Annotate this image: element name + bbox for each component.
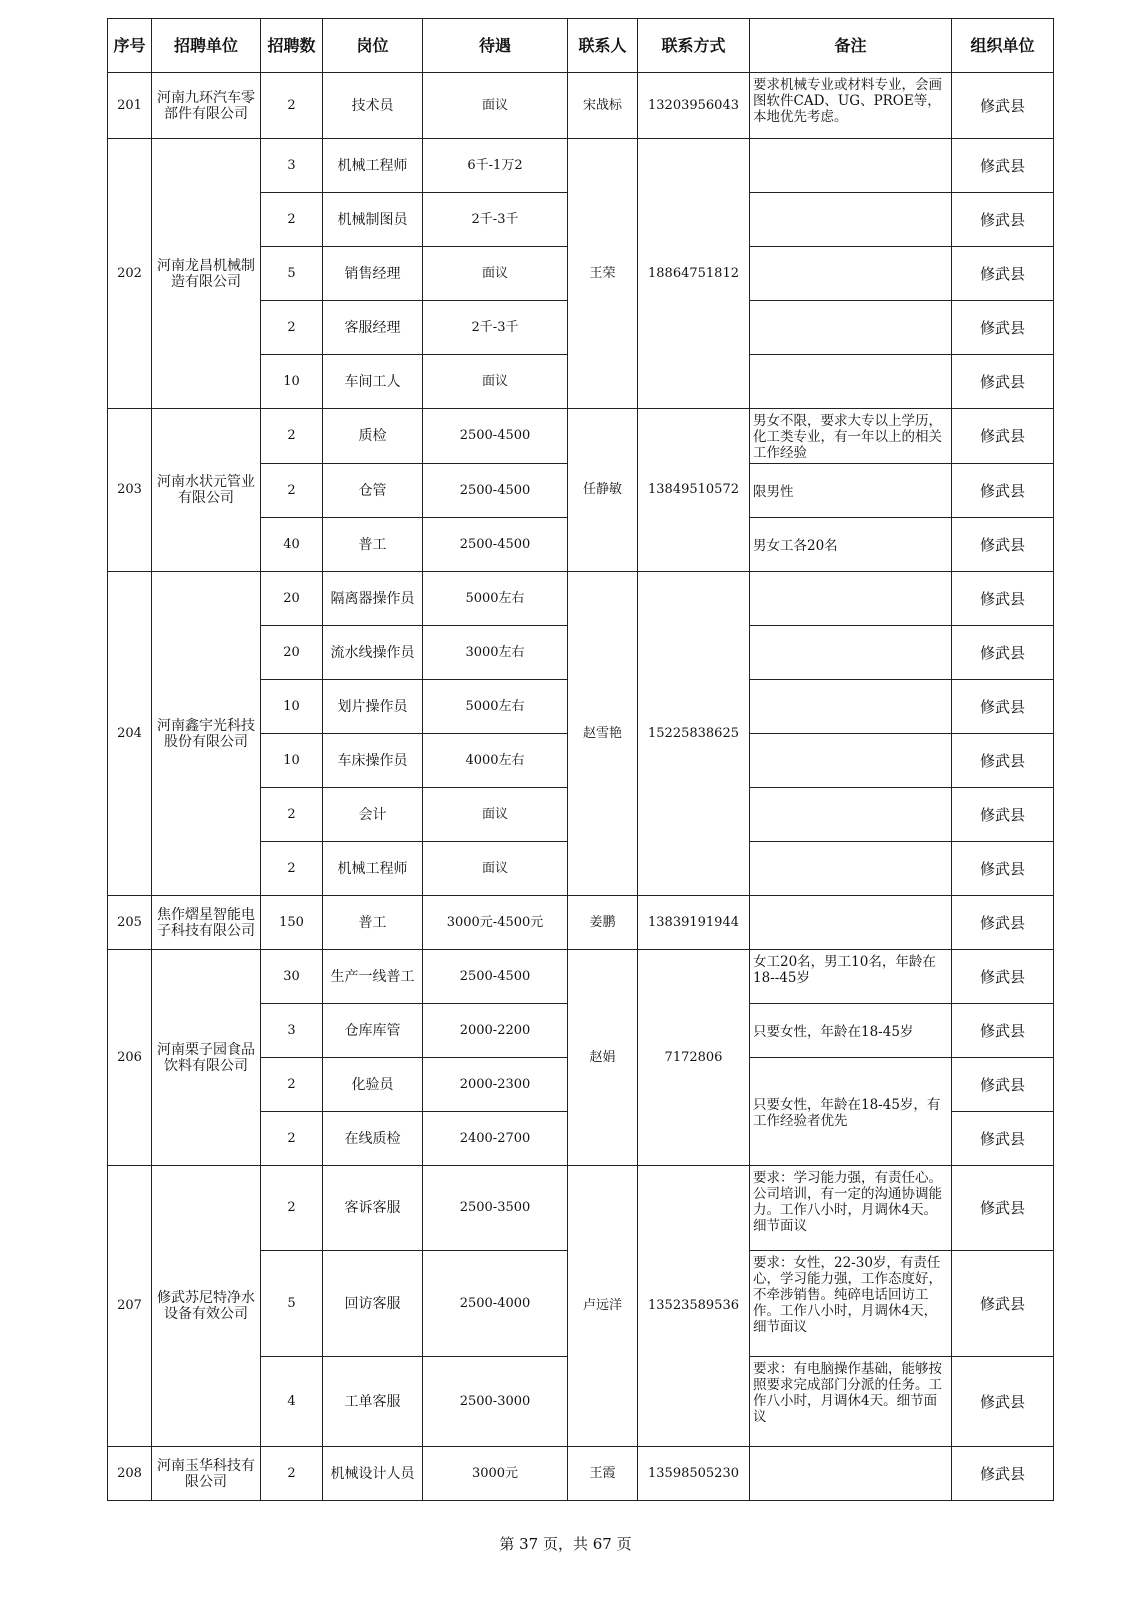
position-cell: 回访客服 — [323, 1251, 423, 1357]
seq-cell: 201 — [108, 73, 152, 139]
note-cell — [750, 301, 952, 355]
note-cell: 要求机械专业或材料专业，会画图软件CAD、UG、PROE等，本地优先考虑。 — [750, 73, 952, 139]
phone-cell: 13598505230 — [638, 1447, 750, 1501]
position-cell: 机械制图员 — [323, 193, 423, 247]
count-cell: 30 — [261, 950, 323, 1004]
count-cell: 2 — [261, 1166, 323, 1251]
note-cell — [750, 247, 952, 301]
phone-cell: 13523589536 — [638, 1166, 750, 1447]
company-cell: 河南鑫宇光科技股份有限公司 — [152, 572, 261, 896]
position-cell: 车床操作员 — [323, 734, 423, 788]
position-cell: 机械工程师 — [323, 139, 423, 193]
note-cell — [750, 193, 952, 247]
org-cell: 修武县 — [952, 1357, 1054, 1447]
pay-cell: 5000左右 — [423, 572, 568, 626]
seq-cell: 207 — [108, 1166, 152, 1447]
company-cell: 河南水状元管业有限公司 — [152, 409, 261, 572]
note-cell: 要求：女性，22-30岁，有责任心，学习能力强，工作态度好，不牵涉销售。纯碎电话回访工作。工作八小时，月调休4天，细节面议 — [750, 1251, 952, 1357]
position-cell: 会计 — [323, 788, 423, 842]
table-row — [108, 409, 1054, 464]
count-cell: 2 — [261, 1058, 323, 1112]
contact-cell: 赵雪艳 — [568, 572, 638, 896]
position-cell: 在线质检 — [323, 1112, 423, 1166]
org-cell: 修武县 — [952, 1058, 1054, 1112]
org-cell: 修武县 — [952, 950, 1054, 1004]
count-cell: 2 — [261, 301, 323, 355]
pay-cell: 2500-3000 — [423, 1357, 568, 1447]
seq-cell: 205 — [108, 896, 152, 950]
org-cell: 修武县 — [952, 788, 1054, 842]
note-cell — [750, 355, 952, 409]
pay-cell: 2500-3500 — [423, 1166, 568, 1251]
company-cell: 修武苏尼特净水设备有效公司 — [152, 1166, 261, 1447]
pay-cell: 2千-3千 — [423, 301, 568, 355]
org-cell: 修武县 — [952, 409, 1054, 464]
org-cell: 修武县 — [952, 73, 1054, 139]
company-cell: 河南栗子园食品饮料有限公司 — [152, 950, 261, 1166]
note-cell: 要求：有电脑操作基础，能够按照要求完成部门分派的任务。工作八小时，月调休4天。细节面议 — [750, 1357, 952, 1447]
org-cell: 修武县 — [952, 193, 1054, 247]
count-cell: 2 — [261, 1447, 323, 1501]
company-cell: 河南九环汽车零部件有限公司 — [152, 73, 261, 139]
seq-cell: 203 — [108, 409, 152, 572]
count-cell: 10 — [261, 734, 323, 788]
table-row — [108, 896, 1054, 950]
note-cell — [750, 788, 952, 842]
contact-cell: 姜鹏 — [568, 896, 638, 950]
note-cell — [750, 734, 952, 788]
count-cell: 3 — [261, 1004, 323, 1058]
position-cell: 生产一线普工 — [323, 950, 423, 1004]
contact-cell: 宋战标 — [568, 73, 638, 139]
position-cell: 销售经理 — [323, 247, 423, 301]
phone-cell: 13203956043 — [638, 73, 750, 139]
org-cell: 修武县 — [952, 572, 1054, 626]
pay-cell: 面议 — [423, 73, 568, 139]
pay-cell: 2000-2300 — [423, 1058, 568, 1112]
note-cell — [750, 572, 952, 626]
company-cell: 河南龙昌机械制造有限公司 — [152, 139, 261, 409]
count-cell: 2 — [261, 464, 323, 518]
header-row — [108, 19, 1054, 73]
count-cell: 10 — [261, 680, 323, 734]
count-cell: 20 — [261, 572, 323, 626]
seq-cell: 204 — [108, 572, 152, 896]
note-cell — [750, 842, 952, 896]
header-contact: 联系人 — [568, 19, 638, 73]
position-cell: 流水线操作员 — [323, 626, 423, 680]
table-row — [108, 1166, 1054, 1251]
pay-cell: 2500-4500 — [423, 409, 568, 464]
pay-cell: 2400-2700 — [423, 1112, 568, 1166]
phone-cell: 7172806 — [638, 950, 750, 1166]
note-cell: 男女不限，要求大专以上学历，化工类专业，有一年以上的相关工作经验 — [750, 409, 952, 464]
position-cell: 车间工人 — [323, 355, 423, 409]
table-row — [108, 139, 1054, 193]
position-cell: 隔离器操作员 — [323, 572, 423, 626]
pay-cell: 面议 — [423, 788, 568, 842]
phone-cell: 18864751812 — [638, 139, 750, 409]
note-cell: 要求：学习能力强，有责任心。公司培训，有一定的沟通协调能力。工作八小时，月调休4天。细节面议 — [750, 1166, 952, 1251]
seq-cell: 208 — [108, 1447, 152, 1501]
header-note: 备注 — [750, 19, 952, 73]
pay-cell: 5000左右 — [423, 680, 568, 734]
count-cell: 20 — [261, 626, 323, 680]
contact-cell: 王荣 — [568, 139, 638, 409]
header-org: 组织单位 — [952, 19, 1054, 73]
count-cell: 10 — [261, 355, 323, 409]
count-cell: 2 — [261, 1112, 323, 1166]
org-cell: 修武县 — [952, 518, 1054, 572]
header-seq: 序号 — [108, 19, 152, 73]
org-cell: 修武县 — [952, 842, 1054, 896]
seq-cell: 202 — [108, 139, 152, 409]
table-row — [108, 1447, 1054, 1501]
position-cell: 机械设计人员 — [323, 1447, 423, 1501]
pay-cell: 2千-3千 — [423, 193, 568, 247]
position-cell: 普工 — [323, 896, 423, 950]
recruitment-table-container — [107, 18, 1053, 1501]
header-position: 岗位 — [323, 19, 423, 73]
note-cell — [750, 139, 952, 193]
count-cell: 5 — [261, 247, 323, 301]
header-count: 招聘数 — [261, 19, 323, 73]
pay-cell: 6千-1万2 — [423, 139, 568, 193]
count-cell: 2 — [261, 73, 323, 139]
count-cell: 150 — [261, 896, 323, 950]
pay-cell: 4000左右 — [423, 734, 568, 788]
contact-cell: 卢远洋 — [568, 1166, 638, 1447]
position-cell: 质检 — [323, 409, 423, 464]
org-cell: 修武县 — [952, 139, 1054, 193]
table-row — [108, 572, 1054, 626]
org-cell: 修武县 — [952, 1004, 1054, 1058]
pay-cell: 3000左右 — [423, 626, 568, 680]
pay-cell: 3000元-4500元 — [423, 896, 568, 950]
pay-cell: 2000-2200 — [423, 1004, 568, 1058]
note-cell: 限男性 — [750, 464, 952, 518]
contact-cell: 任静敏 — [568, 409, 638, 572]
count-cell: 5 — [261, 1251, 323, 1357]
note-cell: 只要女性，年龄在18-45岁，有工作经验者优先 — [750, 1058, 952, 1166]
page-number-footer: 第 37 页，共 67 页 — [499, 1535, 632, 1553]
company-cell: 河南玉华科技有限公司 — [152, 1447, 261, 1501]
pay-cell: 2500-4500 — [423, 950, 568, 1004]
note-cell — [750, 680, 952, 734]
position-cell: 工单客服 — [323, 1357, 423, 1447]
position-cell: 技术员 — [323, 73, 423, 139]
org-cell: 修武县 — [952, 301, 1054, 355]
org-cell: 修武县 — [952, 355, 1054, 409]
contact-cell: 王霞 — [568, 1447, 638, 1501]
header-company: 招聘单位 — [152, 19, 261, 73]
phone-cell: 15225838625 — [638, 572, 750, 896]
count-cell: 2 — [261, 193, 323, 247]
note-cell — [750, 626, 952, 680]
count-cell: 4 — [261, 1357, 323, 1447]
position-cell: 普工 — [323, 518, 423, 572]
org-cell: 修武县 — [952, 464, 1054, 518]
phone-cell: 13849510572 — [638, 409, 750, 572]
org-cell: 修武县 — [952, 680, 1054, 734]
position-cell: 机械工程师 — [323, 842, 423, 896]
note-cell: 女工20名，男工10名，年龄在18--45岁 — [750, 950, 952, 1004]
org-cell: 修武县 — [952, 1112, 1054, 1166]
pay-cell: 3000元 — [423, 1447, 568, 1501]
pay-cell: 2500-4500 — [423, 464, 568, 518]
position-cell: 客诉客服 — [323, 1166, 423, 1251]
seq-cell: 206 — [108, 950, 152, 1166]
pay-cell: 2500-4000 — [423, 1251, 568, 1357]
note-cell: 只要女性，年龄在18-45岁 — [750, 1004, 952, 1058]
position-cell: 仓库库管 — [323, 1004, 423, 1058]
org-cell: 修武县 — [952, 1251, 1054, 1357]
note-cell: 男女工各20名 — [750, 518, 952, 572]
table-row — [108, 950, 1054, 1004]
org-cell: 修武县 — [952, 896, 1054, 950]
table-row — [108, 73, 1054, 139]
phone-cell: 13839191944 — [638, 896, 750, 950]
company-cell: 焦作熠星智能电子科技有限公司 — [152, 896, 261, 950]
position-cell: 划片操作员 — [323, 680, 423, 734]
pay-cell: 面议 — [423, 355, 568, 409]
count-cell: 2 — [261, 788, 323, 842]
pay-cell: 面议 — [423, 247, 568, 301]
header-pay: 待遇 — [423, 19, 568, 73]
org-cell: 修武县 — [952, 1447, 1054, 1501]
header-phone: 联系方式 — [638, 19, 750, 73]
org-cell: 修武县 — [952, 626, 1054, 680]
position-cell: 客服经理 — [323, 301, 423, 355]
count-cell: 2 — [261, 842, 323, 896]
count-cell: 40 — [261, 518, 323, 572]
org-cell: 修武县 — [952, 247, 1054, 301]
note-cell — [750, 1447, 952, 1501]
pay-cell: 2500-4500 — [423, 518, 568, 572]
position-cell: 化验员 — [323, 1058, 423, 1112]
count-cell: 3 — [261, 139, 323, 193]
org-cell: 修武县 — [952, 734, 1054, 788]
position-cell: 仓管 — [323, 464, 423, 518]
org-cell: 修武县 — [952, 1166, 1054, 1251]
note-cell — [750, 896, 952, 950]
contact-cell: 赵娟 — [568, 950, 638, 1166]
count-cell: 2 — [261, 409, 323, 464]
pay-cell: 面议 — [423, 842, 568, 896]
recruitment-table — [107, 18, 1054, 1501]
